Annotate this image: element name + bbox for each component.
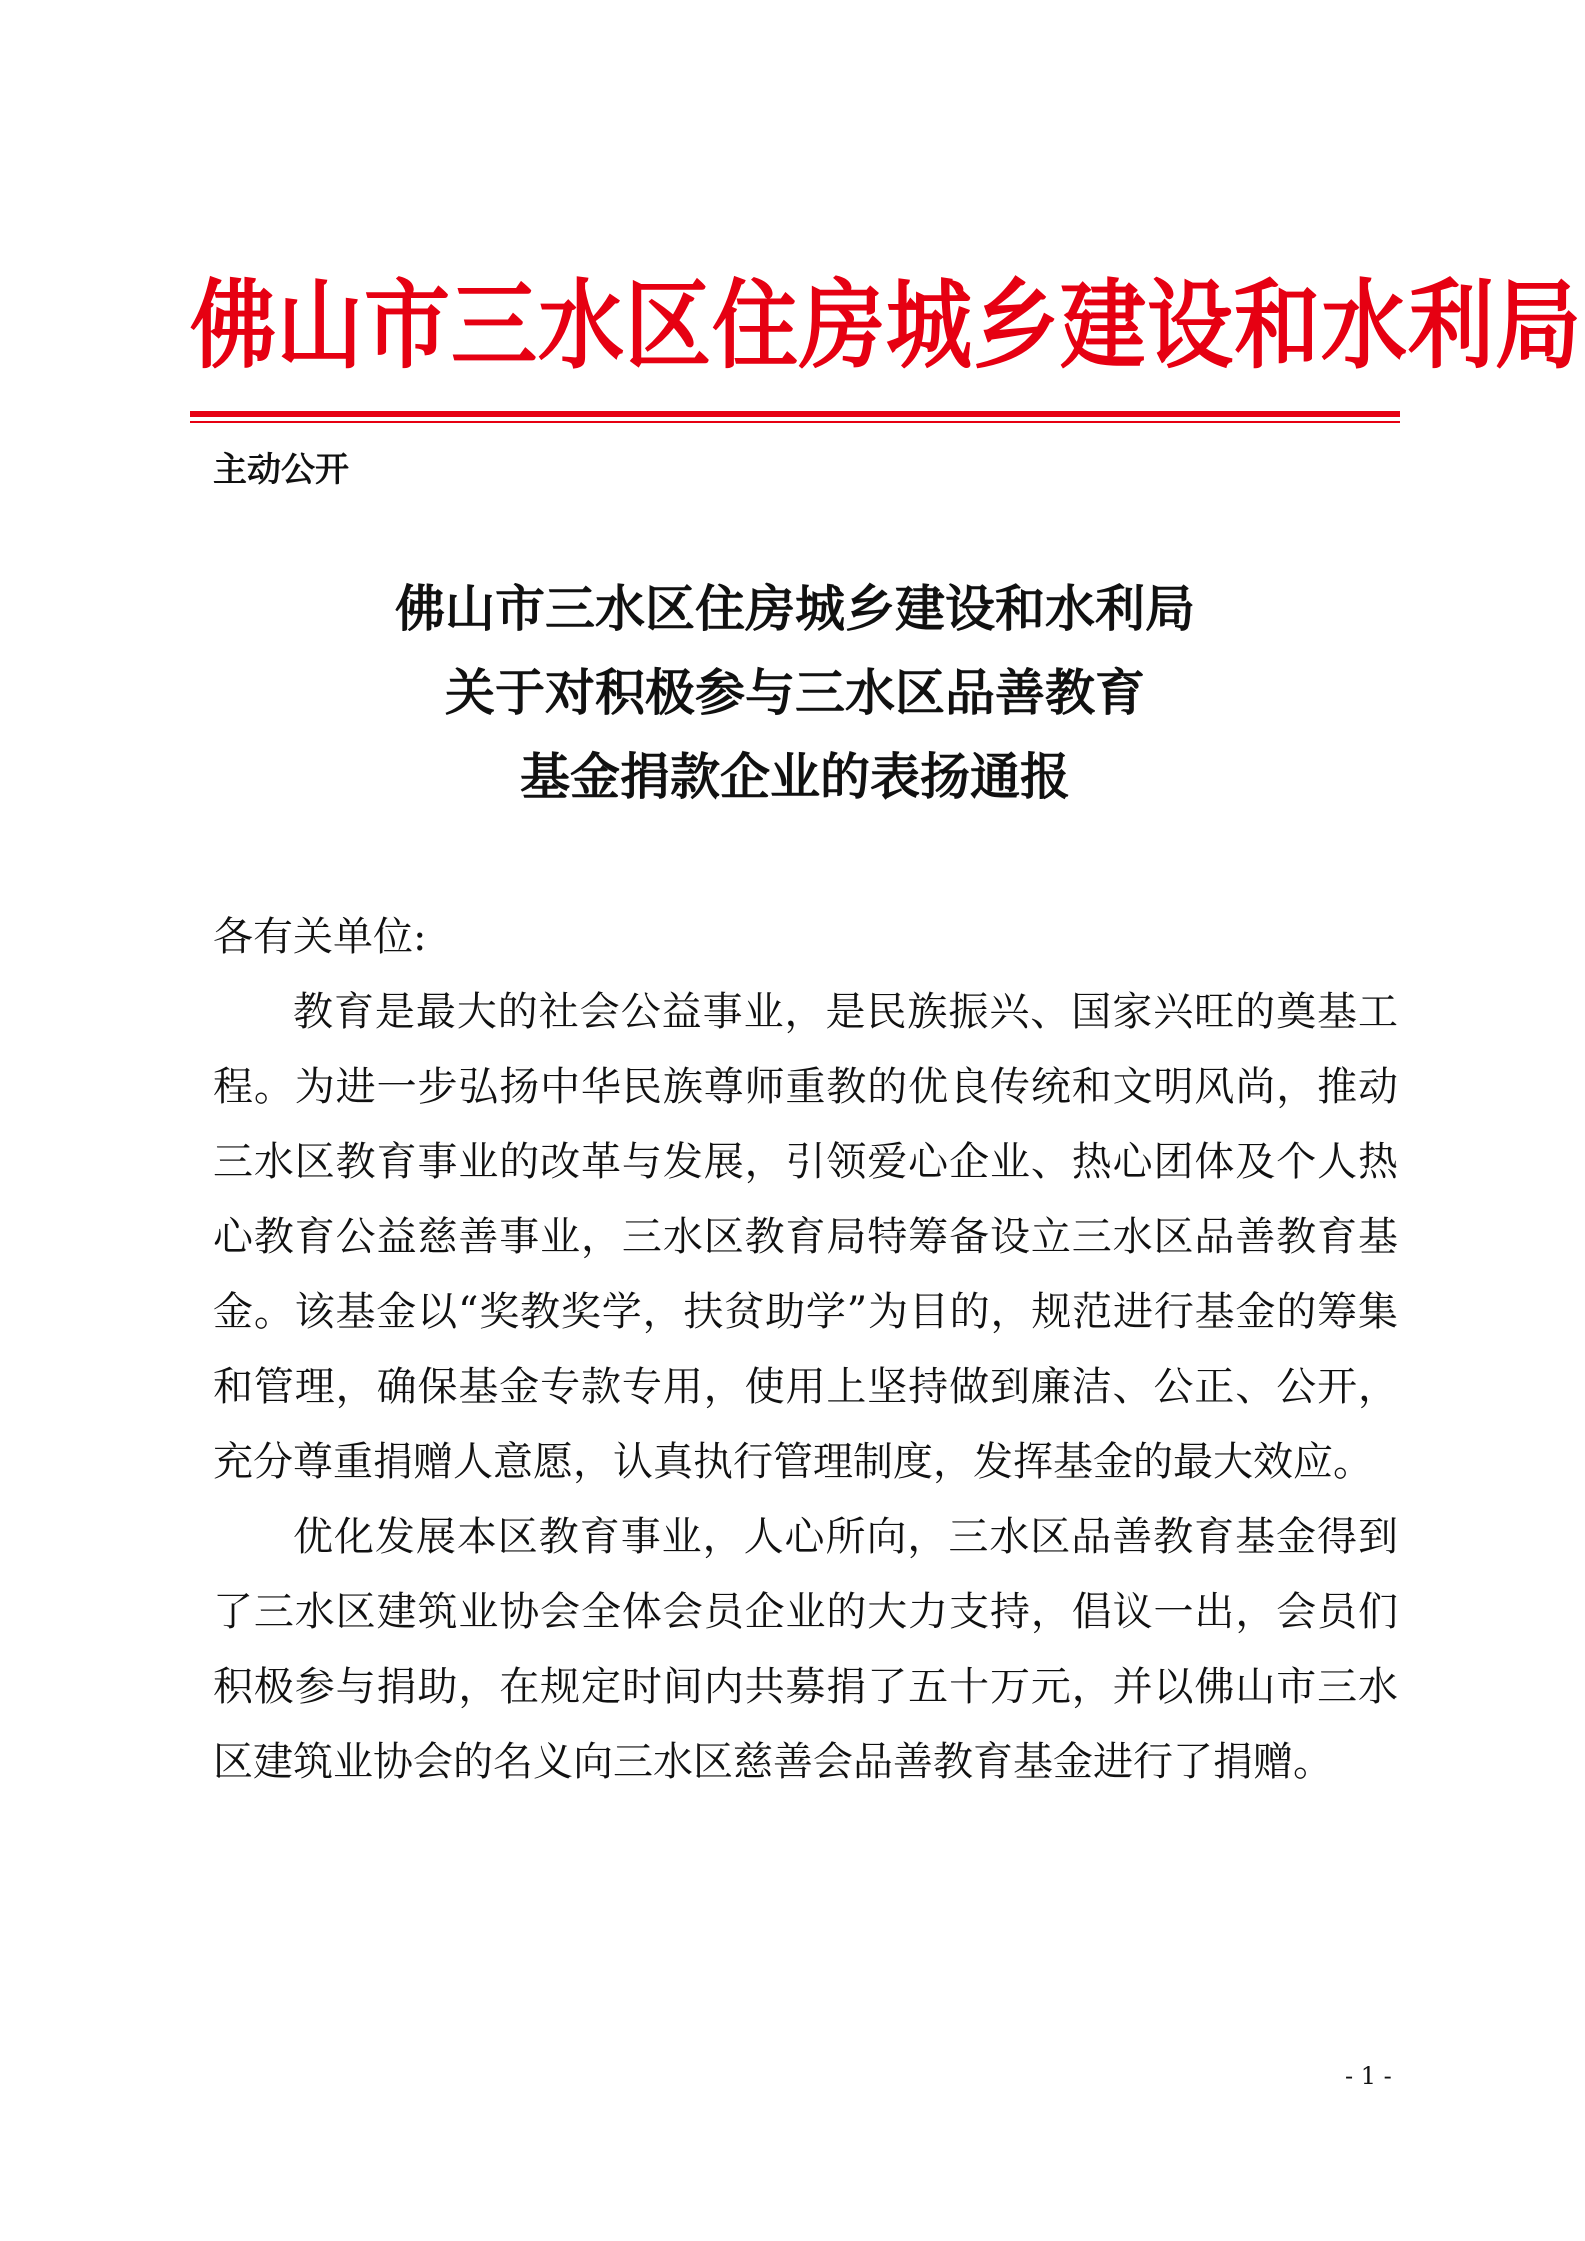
page-number: - 1 - [1345, 2062, 1392, 2090]
letterhead-red-rule [190, 411, 1400, 417]
body-paragraph: 教育是最大的社会公益事业，是民族振兴、国家兴旺的奠基工程。为进一步弘扬中华民族尊师重教的优良传统和文明风尚，推动三水区教育事业的改革与发展，引领爱心企业、热心团体及个人热心教育公益慈善事业，三水区教育局特筹备设立三水区品善教育基金。该基金以“奖教奖学，扶贫助学”为目的，规范进行基金的筹集和管理，确保基金专款专用，使用上坚持做到廉洁、公正、公开，充分尊重捐赠人意愿，认真执行管理制度，发挥基金的最大效应。 [213, 989, 1398, 1485]
title-line: 关于对积极参与三水区品善教育 [445, 663, 1145, 722]
disclosure-label: 主动公开 [213, 450, 349, 490]
title-line: 佛山市三水区住房城乡建设和水利局 [395, 579, 1195, 638]
body-paragraph: 优化发展本区教育事业，人心所向，三水区品善教育基金得到了三水区建筑业协会全体会员企业的大力支持，倡议一出，会员们积极参与捐助，在规定时间内共募捐了五十万元，并以佛山市三水区建筑业协会的名义向三水区慈善会品善教育基金进行了捐赠。 [213, 1514, 1398, 1785]
document-body [213, 900, 1398, 1800]
document-title [190, 567, 1400, 819]
letterhead-red-rule-thin [190, 421, 1400, 423]
salutation: 各有关单位: [213, 914, 427, 960]
issuer-letterhead: 佛山市三水区住房城乡建设和水利局 [190, 269, 1582, 383]
title-line: 基金捐款企业的表扬通报 [520, 747, 1070, 806]
